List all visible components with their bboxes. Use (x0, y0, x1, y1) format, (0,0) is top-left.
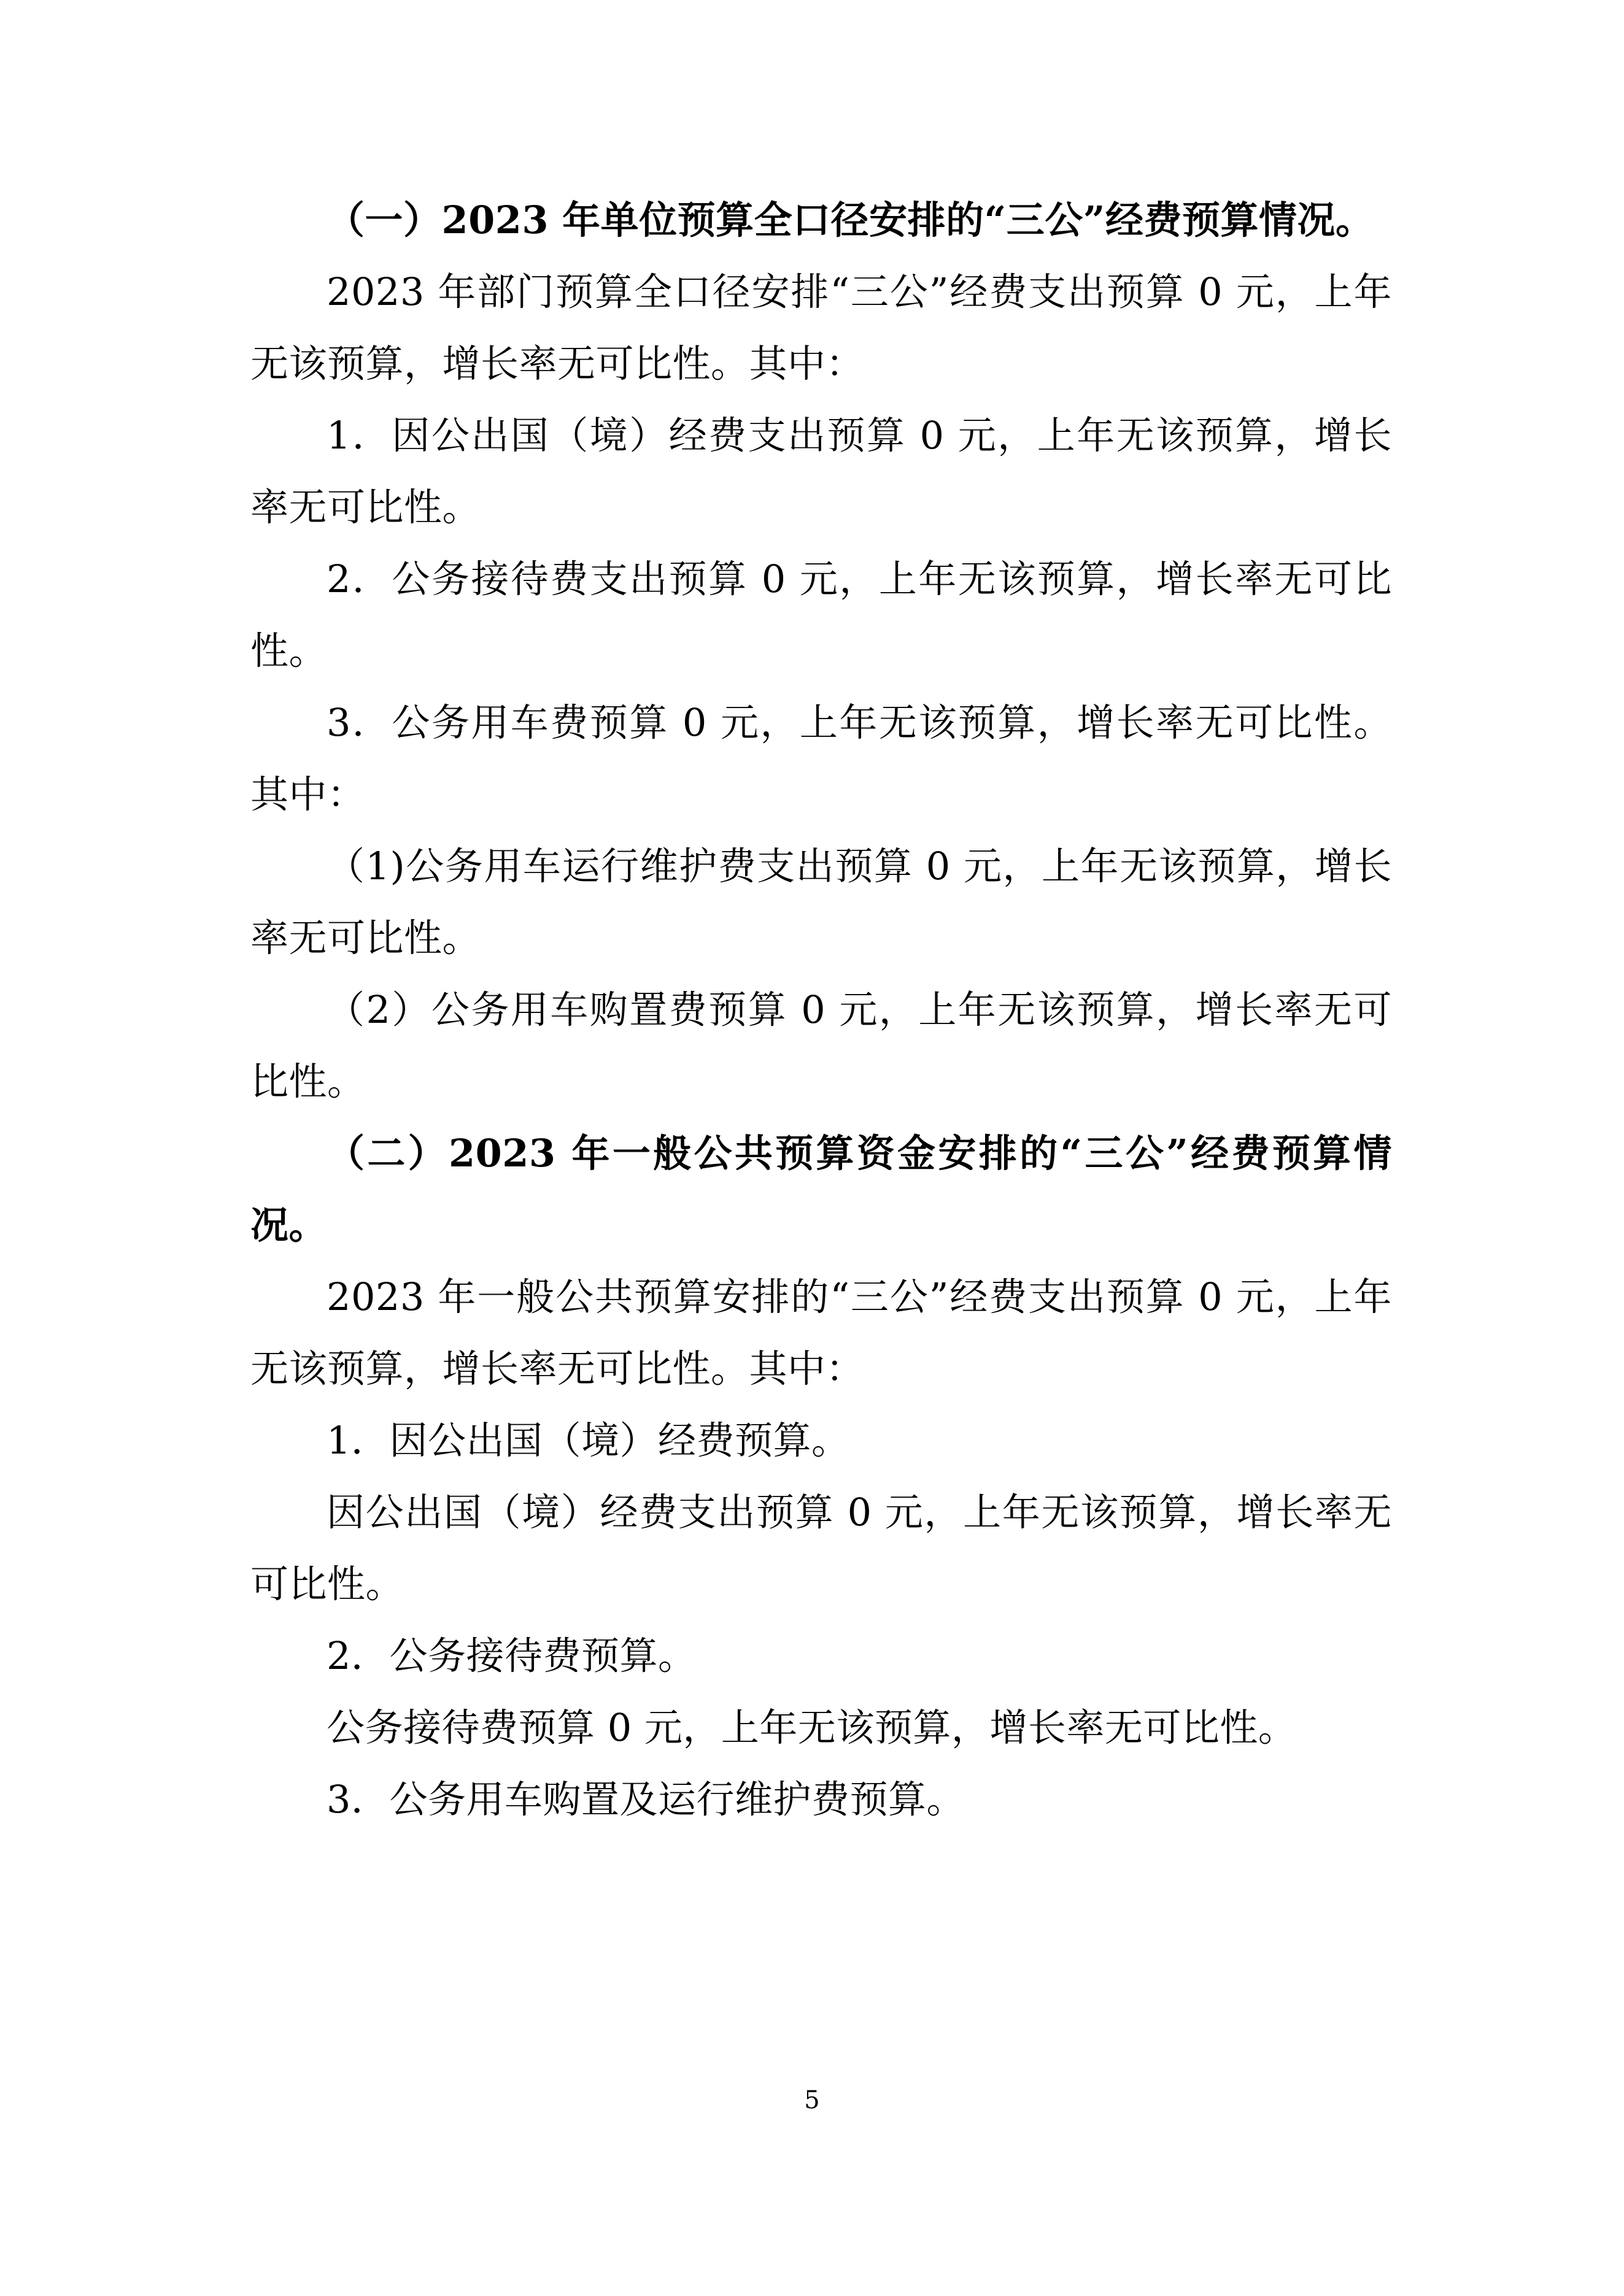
section-heading: （一）2023 年单位预算全口径安排的“三公”经费预算情况。 (327, 198, 1374, 242)
paragraph: 3．公务用车购置及运行维护费预算。 (327, 1777, 965, 1822)
paragraph: 2023 年一般公共预算安排的“三公”经费支出预算 0 元，上年无该预算，增长率无可比性。其中： (250, 1274, 1392, 1391)
document-body (250, 184, 1392, 1835)
paragraph: 1．因公出国（境）经费支出预算 0 元，上年无该预算，增长率无可比性。 (250, 413, 1392, 530)
paragraph: 公务接待费预算 0 元，上年无该预算，增长率无可比性。 (327, 1705, 1297, 1750)
paragraph: 3．公务用车费预算 0 元，上年无该预算，增长率无可比性。其中： (250, 700, 1392, 817)
paragraph: 2023 年部门预算全口径安排“三公”经费支出预算 0 元，上年无该预算，增长率无可比性。其中： (250, 269, 1392, 386)
paragraph: 因公出国（境）经费支出预算 0 元，上年无该预算，增长率无可比性。 (250, 1490, 1392, 1606)
section-heading: （二）2023 年一般公共预算资金安排的“三公”经费预算情况。 (250, 1131, 1392, 1247)
paragraph: （2）公务用车购置费预算 0 元，上年无该预算，增长率无可比性。 (250, 987, 1392, 1104)
paragraph: 2．公务接待费支出预算 0 元，上年无该预算，增长率无可比性。 (250, 557, 1392, 673)
paragraph: 1．因公出国（境）经费预算。 (327, 1418, 850, 1463)
paragraph: （1)公务用车运行维护费支出预算 0 元，上年无该预算，增长率无可比性。 (250, 844, 1392, 960)
page-number: 5 (804, 2086, 820, 2114)
paragraph: 2．公务接待费预算。 (327, 1633, 697, 1678)
